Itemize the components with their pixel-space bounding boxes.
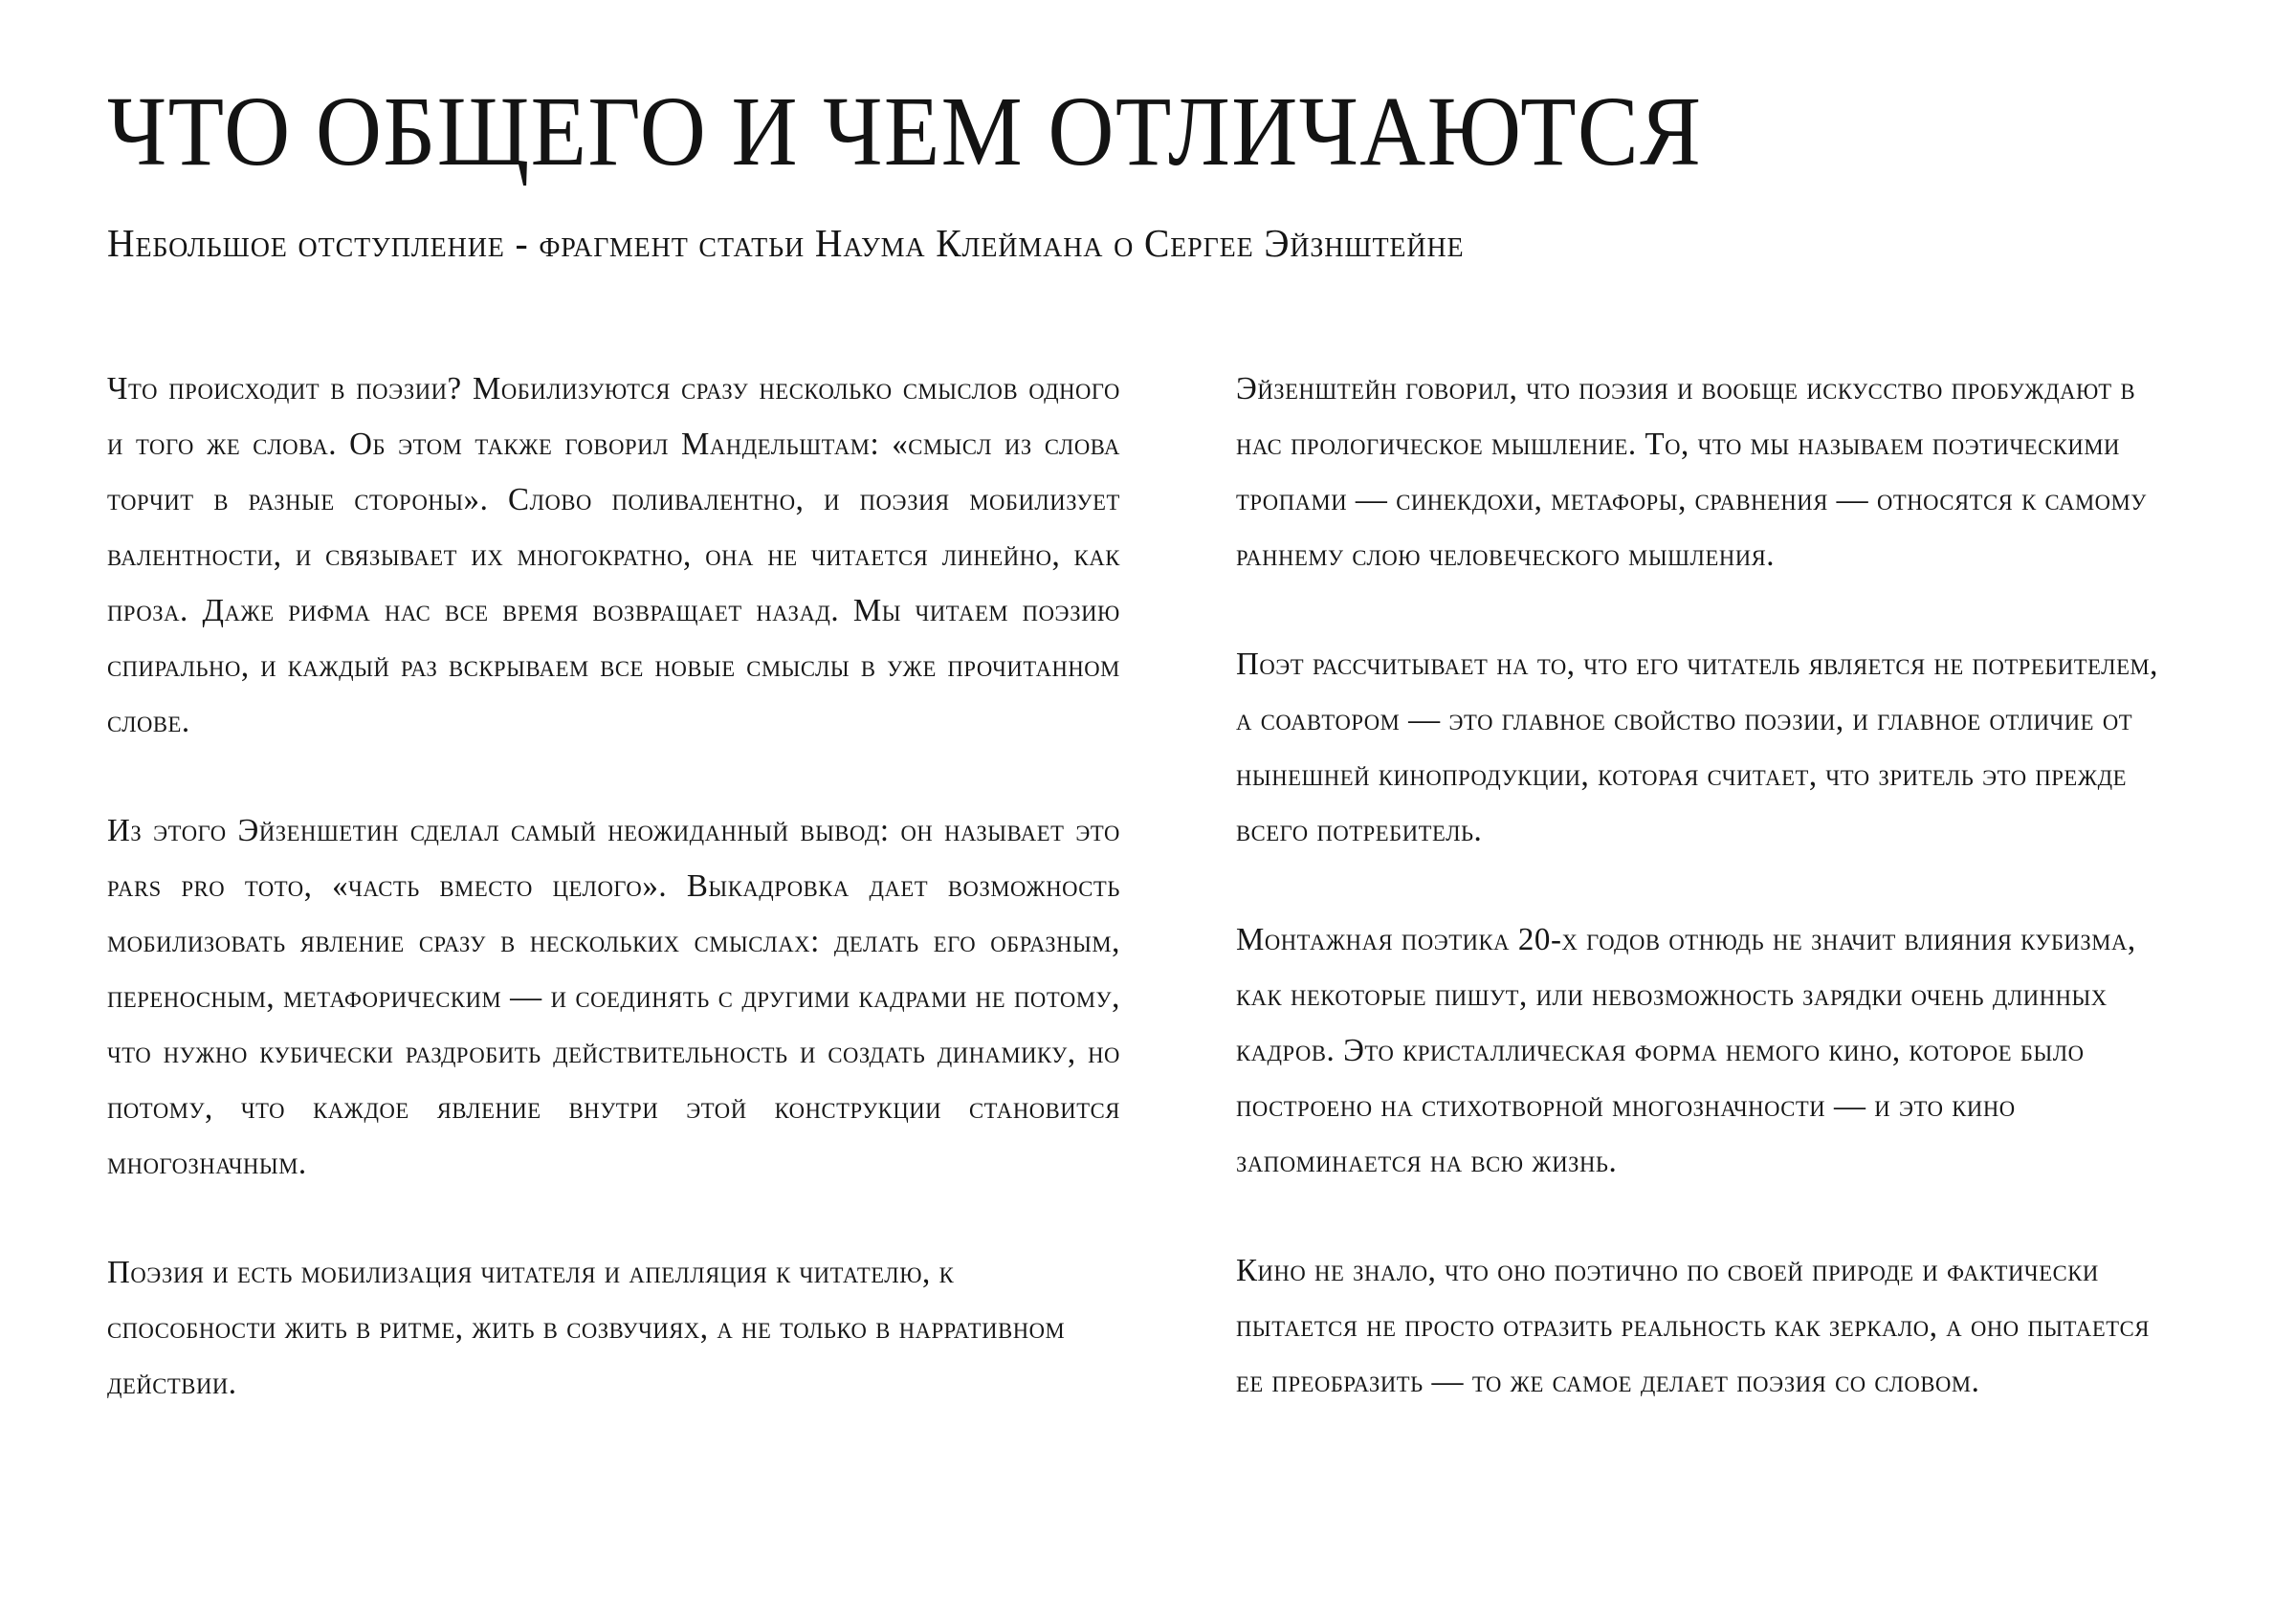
column-right [1236, 362, 2193, 1410]
paragraph: Поэт рассчитывает на то, что его читатель является не потребителем, а соавтором — это главное свойство поэзии, и главное отличие от нынешней кинопродукции, которая считает, что зритель это прежде всего потребитель. [1236, 647, 2158, 848]
paragraph: Что происходит в поэзии? Мобилизуются сразу несколько смыслов одного и того же слова. Об этом также говорил Мандельштам: «смысл из слова торчит в разные стороны». Слово поливалентно, и поэзия мобилизует валентности, и связывает их многократно, она не читается линейно, как проза. Даже рифма нас все время возвращает назад. Мы читаем поэзию спирально, и каждый раз вскрываем все новые смыслы в уже прочитанном слове. [107, 371, 1120, 739]
column-left [107, 362, 1136, 1412]
paragraph: Поэзия и есть мобилизация читателя и апелляция к читателю, к способности жить в ритме, жить в созвучиях, а не только в нарративном действии. [107, 1255, 1066, 1401]
paragraph: Эйзенштейн говорил, что поэзия и вообще искусство пробуждают в нас прологическое мышление. То, что мы называем поэтическими тропами — синекдохи, метафоры, сравнения — относятся к самому раннему слою человеческого мышления. [1236, 371, 2147, 573]
paragraph: Монтажная поэтика 20-х годов отнюдь не значит влияния кубизма, как некоторые пишут, или невозможность зарядки очень длинных кадров. Это кристаллическая форма немого кино, которое было построено на стихотворной многозначности — и это кино запоминается на всю жизнь. [1236, 922, 2136, 1179]
page-subtitle: Небольшое отступление - фрагмент статьи Наума Клеймана о Сергее Эйзнштейне [107, 221, 1465, 266]
article-body [107, 362, 2193, 1412]
document-header [107, 77, 2202, 267]
page-title: ЧТО ОБЩЕГО И ЧЕМ ОТЛИЧАЮТСЯ [107, 77, 1703, 186]
paragraph: Из этого Эйзеншетин сделал самый неожиданный вывод: он называет это pars pro toto, «часть вместо целого». Выкадровка дает возможность мобилизовать явление сразу в нескольких смыслах: делать его образным, переносным, метафорическим — и соединять с другими кадрами не потому, что нужно кубически раздробить действительность и создать динамику, но потому, что каждое явление внутри этой конструкции становится многозначным. [107, 813, 1120, 1181]
paragraph: Кино не знало, что оно поэтично по своей природе и фактически пытается не просто отразить реальность как зеркало, а оно пытается ее преобразить — то же самое делает поэзия со словом. [1236, 1253, 2150, 1399]
